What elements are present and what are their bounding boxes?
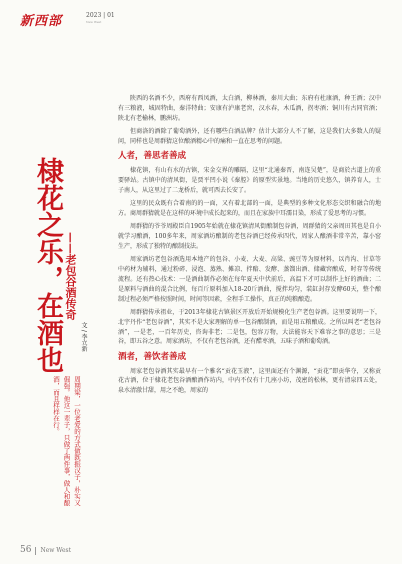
body-paragraph: 周家老包谷酒其实最早有一个雅名“贡花玉液”，这里面还有个渊源，“贡花”即贡华夺，又称贡花古酒，位于棣花老包谷酒酿酒作坊内，中内不仅有十几座小坊，茂密的松林，更有清泉四五处，泉水清澈甘甜，用之不绝，周家的 [118, 367, 381, 395]
page-footer [20, 545, 71, 555]
section-heading: 人者，善思者善成 [118, 151, 187, 162]
magazine-logo: 新西部 [20, 14, 63, 29]
body-paragraph: 陕西的名酒不少，西府有西凤酒，太白酒，柳林酒，秦川大曲；东府有杜康酒，种王酒；汉中有三粮液，城固特曲，秦洋特曲；安康有泸康老窖，汉水春，木瓜酒，拐枣酒；铜川有古同官酒；陕北有老榆林，鹏洲坊。 [118, 95, 381, 122]
body-paragraph: 周家酒坊老包谷酒选用本地产的包谷、小麦、大麦、高粱、豌豆等为原材料，以肖沟、甘草等中药材为辅料，通过粉碎、浸泡、蒸熟、摊凉、拌醅、发酵、蒸馏出酒、储藏窖酿成，时存等传统流程。还有热心技术：一是酒曲制作必须在每年夏天中伏前后，高温下才可以制作上好的酒曲；二是原料与酒曲的混合比例，每百斤原料加入18-20斤酒曲，搅拌均匀，装缸封存发酵60天，整个酿制过程必须严格按照时间，时间等因素，全程手工操作，真正的纯粮酿造。 [118, 256, 381, 303]
article-body [118, 94, 381, 400]
footer-divider [35, 547, 36, 555]
side-quote: 周期梁，一位老爱的方式做既振汉子，朴实又倔强。他这一辈子，只做了两件事，做人和酿酒，而且样样在行。 [52, 376, 81, 506]
body-paragraph: 这里的民众既有合着南的的一面，又有着北部的一面，是典型的多种文化形态交织和融合的地方。商周群猜就是在这样的环境中成长起来的，而且在家族中耳濡目染，形成了爱思考的习惯。 [118, 200, 381, 217]
issue-number: 2023 | 01 [86, 12, 115, 19]
body-paragraph: 棣花镇，有山有水的古镇，宋金交界的雕隔，这里“北通秦晋，南连吴楚”，是商於古道上的重要驿站。古镇中的清风街，是贾平凹小说《秦腔》的原型实景地。当地的历史悠久，镇养育人，士子南人，从这里过了二龙桥后，就可西去长安了。 [118, 167, 381, 194]
article-subtitle: ——老包谷酒传奇 [64, 232, 77, 320]
article-title: 棣花之乐，在酒也 [32, 157, 63, 373]
section-heading: 酒者，善饮者善成 [118, 351, 187, 362]
footer-magazine-name: New West [40, 547, 72, 554]
body-paragraph: 但商洛的酒除了葡萄酒外，还有哪些白酒品牌？估计大部分人不了解，这是我们大多数人的疑问，同样也是周群猜这位酿酒精心中的痛和一直在思考的问题。 [118, 127, 381, 145]
body-paragraph: 周群猜的爷爷周殿臣自1905年始就在棣花镇清风街酿制包谷酒，周群猜的父亲周田其也是自小就学习酿酒，100多年来，周家酒坊酿制的老包谷酒已经传承四代，周家人酿酒非常辛苦，靠小窑生产，形成了独特的酿制技法。 [118, 223, 381, 250]
body-paragraph: 周群猜传承祖业，于2013年棣花古镇景区开放后开始规模化生产老包谷酒。这里要说明一下，北宇丹作“老包谷酒”，其实不是大家理解的单一包谷酿制酒，而是用五粮酿成。之所以叫老“老包谷酒”，一是老，一百年历史，咨询非老；二是包，包容万物，大法能容天下难容之事的意思；三是谷，即五谷之意。周家酒坊，不仅有老包谷酒，还有醋枣酒，五味子酒和葡萄酒。 [118, 308, 381, 346]
magazine-subtitle: New West [86, 20, 102, 24]
author-byline: 文 / 李立新 [80, 322, 87, 352]
page-number: 56 [20, 545, 32, 555]
